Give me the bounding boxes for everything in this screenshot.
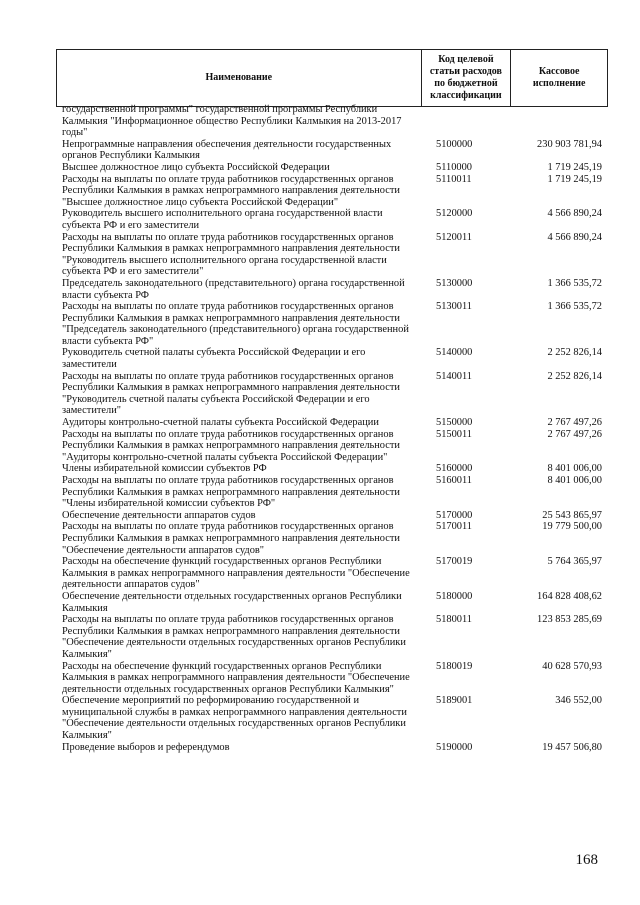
- column-header-amount: Кассовое исполнение: [532, 66, 586, 89]
- table-row: [62, 429, 602, 464]
- row-amount: 1 719 245,19: [547, 161, 602, 173]
- row-name: Непрограммные направления обеспечения деятельности государственных органов Республики Калмыкия: [62, 138, 392, 162]
- row-code: 5180000: [436, 590, 473, 602]
- table-header: [56, 49, 608, 107]
- row-amount: 2 767 497,26: [547, 428, 602, 440]
- row-amount: 230 903 781,94: [537, 138, 602, 150]
- row-amount: 8 401 006,00: [547, 475, 602, 486]
- row-amount: 19 457 506,80: [542, 741, 602, 753]
- row-name: Расходы на обеспечение функций государственных органов Республики Калмыкия в рамках непрограммного направления деятельности "Обеспечение деятельности отдельных государственных органов Республики Калмыкия": [62, 660, 410, 695]
- row-amount: 8 401 006,00: [547, 463, 602, 475]
- table-row: [62, 510, 602, 522]
- row-code: 5140011: [436, 370, 472, 382]
- row-code: 5140000: [436, 347, 473, 359]
- row-code: 5189001: [436, 695, 473, 707]
- row-code: 5130000: [436, 277, 473, 289]
- row-code: 5160000: [436, 463, 473, 475]
- row-code: 5170000: [436, 509, 473, 521]
- row-code: 5120011: [436, 231, 472, 243]
- row-code: 5170011: [436, 521, 472, 533]
- row-name: Члены избирательной комиссии субъектов РФ: [62, 463, 267, 475]
- table-row: [62, 614, 602, 660]
- row-name: Расходы на выплаты по оплате труда работников государственных органов Республики Калмыкия в рамках непрограммного направления деятельности "Обеспечение деятельности отдельных государственных органов Республики Калмыкия": [62, 614, 406, 660]
- page-number: 168: [575, 852, 598, 868]
- row-name: Расходы на выплаты по оплате труда работников государственных органов Республики Калмыкия в рамках непрограммного направления деятельности "Обеспечение деятельности аппаратов судов": [62, 521, 400, 556]
- row-amount: 346 552,00: [555, 695, 602, 707]
- row-code: 5170019: [436, 556, 473, 568]
- row-amount: 1 366 535,72: [547, 301, 602, 313]
- row-code: 5110000: [436, 161, 472, 173]
- row-name: Расходы на обеспечение функций государственных органов Республики Калмыкия в рамках непрограммного направления деятельности "Обеспечение деятельности аппаратов судов": [62, 556, 410, 591]
- row-code: [422, 104, 516, 139]
- row-name: Обеспечение деятельности аппаратов судов: [62, 509, 256, 521]
- row-amount: 2 252 826,14: [547, 347, 602, 359]
- row-amount: 164 828 408,62: [537, 590, 602, 602]
- row-name: Руководитель высшего исполнительного органа государственной власти субъекта РФ и его заместители: [62, 208, 383, 231]
- row-name: Расходы на выплаты по оплате труда работников государственных органов Республики Калмыкия в рамках непрограммного направления деятельности "Председатель законодательного (представительного) органа государственной власти субъекта РФ": [62, 301, 409, 347]
- row-name: Руководитель счетной палаты субъекта Российской Федерации и его заместители: [62, 347, 366, 371]
- row-amount: 2 767 497,26: [547, 417, 602, 429]
- row-amount: 5 764 365,97: [547, 556, 602, 568]
- table-row: [62, 556, 602, 591]
- table-row: [62, 232, 602, 278]
- table-row: [62, 475, 602, 510]
- table-row: [62, 278, 602, 301]
- row-name: Обеспечение деятельности отдельных государственных органов Республики Калмыкия: [62, 590, 402, 614]
- column-header-code: Код целевой статьи расходов по бюджетной классификации: [422, 50, 512, 106]
- row-amount: 123 853 285,69: [537, 614, 602, 626]
- row-amount: 1 719 245,19: [547, 173, 602, 185]
- row-name: Проведение выборов и референдумов: [62, 741, 230, 753]
- table-row: [62, 104, 602, 139]
- table-row: [62, 742, 602, 754]
- row-name: Председатель законодательного (представительного) органа государственной власти субъекта РФ: [62, 277, 405, 301]
- row-code: 5120000: [436, 208, 473, 220]
- row-name: Обеспечение мероприятий по реформированию государственной и муниципальной службы в рамках непрограммного направления деятельности "Обеспечение деятельности отдельных государственных органов Республики Калмыкия": [62, 695, 407, 742]
- table-row: [62, 371, 602, 417]
- row-code: 5150011: [436, 428, 472, 440]
- table-row: [62, 591, 602, 614]
- row-name: Аудиторы контрольно-счетной палаты субъекта Российской Федерации: [62, 417, 379, 429]
- row-code: 5150000: [436, 417, 473, 429]
- row-amount: 25 543 865,97: [542, 509, 602, 521]
- row-amount: 19 779 500,00: [542, 521, 602, 533]
- table-row: [62, 417, 602, 429]
- table-row: [62, 661, 602, 696]
- row-code: 5190000: [436, 741, 473, 753]
- column-header-name: Наименование: [57, 50, 422, 106]
- row-amount: [516, 104, 602, 139]
- row-name: Расходы на выплаты по оплате труда работников государственных органов Республики Калмыкия в рамках непрограммного направления деятельности "Аудиторы контрольно-счетной палаты субъекта Российской Федерации": [62, 428, 400, 463]
- table-row: [62, 695, 602, 741]
- row-amount: 2 252 826,14: [547, 370, 602, 382]
- table-row: [62, 463, 602, 475]
- table-row: [62, 521, 602, 556]
- row-code: 5130011: [436, 301, 472, 313]
- row-name: Расходы на выплаты по оплате труда работников государственных органов Республики Калмыкия в рамках непрограммного направления деятельности "Руководитель высшего исполнительного органа государственной власти субъекта РФ и его заместители": [62, 231, 400, 278]
- row-name: Расходы на выплаты по оплате труда работников государственных органов Республики Калмыкия в рамках непрограммного направления деятельности "Высшее должностное лицо субъекта Российской Федерации": [62, 173, 400, 208]
- table-row: [62, 174, 602, 209]
- table-row: [62, 139, 602, 162]
- table-row: [62, 208, 602, 231]
- row-amount: 4 566 890,24: [547, 208, 602, 220]
- row-code: 5180019: [436, 660, 473, 672]
- row-amount: 4 566 890,24: [547, 231, 602, 243]
- row-name: Высшее должностное лицо субъекта Российской Федерации: [62, 161, 330, 173]
- row-code: 5160011: [436, 475, 472, 486]
- row-code: 5110011: [436, 173, 472, 185]
- row-name: Расходы на выплаты по оплате труда работников государственных органов Республики Калмыкия в рамках непрограммного направления деятельности "Руководитель счетной палаты субъекта Российской Федерации и его заместители": [62, 370, 400, 417]
- row-name: Расходы на выплаты по оплате труда работников государственных органов Республики Калмыкия в рамках непрограммного направления деятельности "Члены избирательной комиссии субъектов РФ": [62, 475, 400, 510]
- table-row: [62, 347, 602, 370]
- row-code: 5100000: [436, 138, 473, 150]
- table-row: [62, 162, 602, 174]
- row-amount: 1 366 535,72: [547, 277, 602, 289]
- table-row: [62, 301, 602, 347]
- table-body: [62, 104, 602, 753]
- row-code: 5180011: [436, 614, 472, 626]
- row-name: государственной программы" государственной программы Республики Калмыкия "Информационное общество Республики Калмыкия на 2013-2017 годы": [62, 104, 402, 139]
- row-amount: 40 628 570,93: [542, 660, 602, 672]
